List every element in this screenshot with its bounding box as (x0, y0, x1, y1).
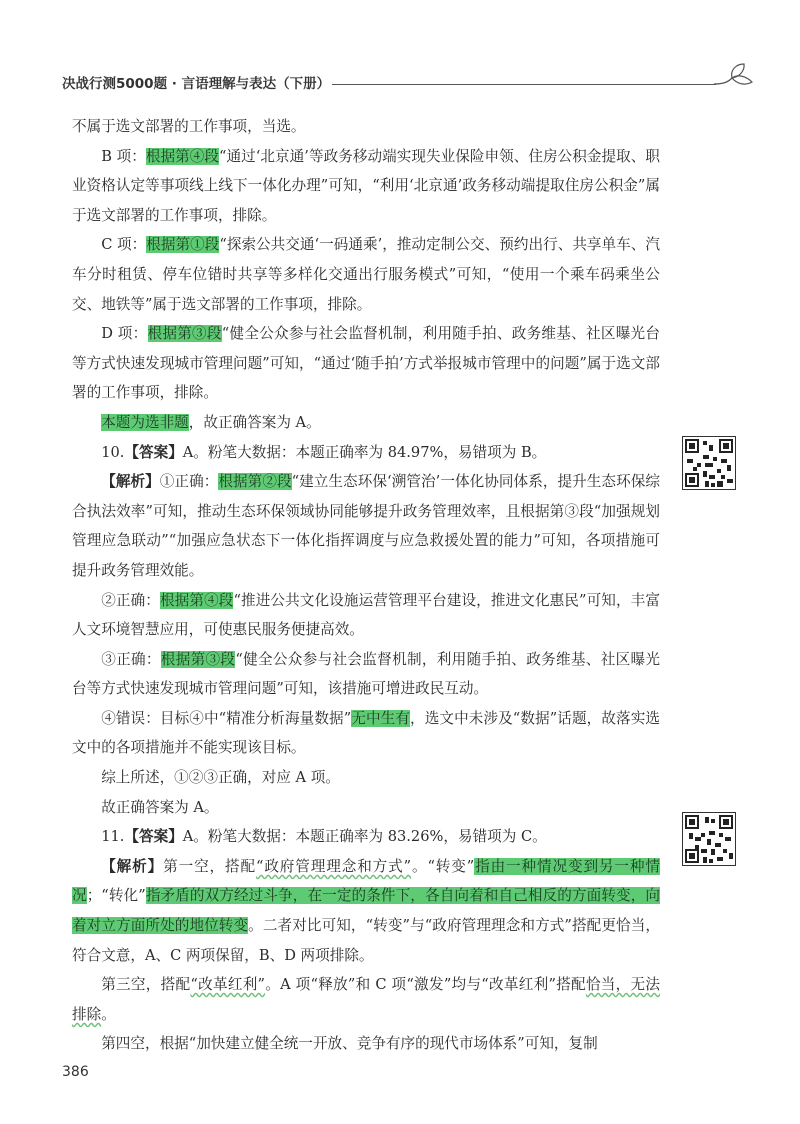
option-d-analysis (72, 319, 660, 408)
highlight: 指矛盾的双方经过斗争，在一定的条件下，各自向着和自己相反的方面转变，向着对立方面所处的地位转变 (72, 887, 660, 935)
question-number: 11. (101, 828, 125, 846)
paragraph-text: 。 (101, 1005, 116, 1023)
paragraph-text: “通过‘北京通’等政务移动端实现失业保险申领、住房公积金提取、职业资格认定等事项线上线下一体化办理”可知，“利用‘北京通’政务移动端提取住房公积金”属于选文部署的工作事项，排除。 (72, 147, 660, 224)
paragraph-text: ③正确： (101, 650, 161, 668)
paragraph-text: “探索公共交通‘一码通乘’，推动定制公交、预约出行、共享单车、汽车分时租赁、停车位错时共享等多样化交通出行服务模式”可知，“使用一个乘车码乘坐公交、地铁等”属于选文部署的工作事项，排除。 (72, 236, 660, 313)
analysis-10-item-4 (72, 704, 660, 763)
highlight: 根据第②段 (218, 473, 292, 491)
qr-code-icon (682, 812, 736, 866)
qr-code-icon (682, 436, 736, 490)
answer-explanations (72, 112, 660, 1059)
paragraph-text: “健全公众参与社会监督机制，利用随手拍、政务维基、社区曝光台等方式快速发现城市管理问题”可知，“通过‘随手拍’方式举报城市管理中的问题”属于选文部署的工作事项，排除。 (72, 325, 660, 402)
answer-11 (72, 822, 660, 852)
paragraph-text: ④错误：目标④中“精准分析海量数据” (101, 709, 352, 727)
analysis-10-item-3 (72, 645, 660, 704)
header-rule (332, 84, 716, 85)
highlight: 根据第①段 (146, 236, 220, 254)
analysis-11-blank-4: 第四空，根据“加快建立健全统一开放、竞争有序的现代市场体系”可知，复制 (101, 1035, 598, 1053)
analysis-tag: 【解析】 (101, 857, 164, 875)
paragraph-text: 第一空，搭配 (163, 857, 256, 875)
wavy-underline: 恰当，无法排除 (72, 976, 660, 1023)
summary: 综上所述，①②③正确，对应 A 项。 (101, 769, 340, 787)
option-b-analysis (72, 142, 660, 231)
highlight: 本题为选非题 (101, 413, 189, 431)
highlight: 无中生有 (351, 709, 411, 727)
book-title: 决战行测5000题 · 言语理解与表达（下册） (62, 76, 331, 92)
option-c-analysis (72, 230, 660, 319)
sprout-icon (712, 60, 756, 94)
paragraph-text: 。二者对比可知，“转变”与“政府管理理念和方式”搭配更恰当，符合文意，A、C 两项保留，B、D 两项排除。 (72, 917, 660, 964)
paragraph-text: A。粉笔大数据：本题正确率为 83.26%，易错项为 C。 (182, 828, 547, 846)
analysis-tag: 【解析】 (101, 473, 160, 491)
highlight: 根据第③段 (147, 325, 222, 343)
highlight: 指由一种情况变到另一种情况 (72, 857, 660, 905)
paragraph-text: 第三空，搭配 (101, 976, 191, 994)
highlight: 根据第④段 (159, 591, 234, 609)
analysis-11-blank-3 (72, 970, 660, 1029)
paragraph-text: ①正确： (159, 473, 219, 491)
analysis-10-item-1 (72, 467, 660, 585)
option-label: D 项： (101, 325, 148, 343)
wavy-underline: “政府管理理念和方式” (255, 857, 412, 875)
paragraph: 不属于选文部署的工作事项，当选。 (72, 118, 306, 135)
final-answer: 故正确答案为 A。 (101, 798, 219, 816)
answer-10 (72, 438, 660, 468)
option-label: B 项： (101, 147, 146, 165)
question-number: 10. (101, 443, 125, 461)
analysis-10-item-2 (72, 586, 660, 645)
answer-tag: 【答案】 (124, 443, 183, 461)
paragraph-text: 。“转变” (411, 857, 475, 875)
wavy-underline: “改革红利” (190, 976, 266, 994)
running-header (62, 60, 762, 94)
highlight: 根据第③段 (160, 650, 236, 668)
page-number: 386 (62, 1064, 89, 1080)
paragraph-text: ；“转化” (86, 887, 146, 905)
analysis-11-blank-1 (72, 852, 660, 970)
paragraph-text: “健全公众参与社会监督机制，利用随手拍、政务维基、社区曝光台等方式快速发现城市管理问题”可知，该措施可增进政民互动。 (72, 650, 660, 698)
paragraph-text: ，故正确答案为 A。 (188, 413, 321, 431)
conclusion (72, 408, 660, 438)
option-label: C 项： (101, 236, 147, 254)
paragraph-text: 。A 项“释放”和 C 项“激发”均与“改革红利”搭配 (265, 976, 586, 994)
answer-tag: 【答案】 (124, 828, 183, 846)
paragraph-text: ②正确： (101, 591, 160, 609)
paragraph-text: “推进公共文化设施运营管理平台建设，推进文化惠民”可知，丰富人文环境智慧应用，可使惠民服务便捷高效。 (72, 591, 660, 639)
paragraph-text: “建立生态环保‘溯管治’一体化协同体系，提升生态环保综合执法效率”可知，推动生态环保领域协同能够提升政务管理效率，且根据第③段“加强规划管理应急联动”“加强应急状态下一体化指挥调度与应急救援处置的能力”可知，各项措施可提升政务管理效能。 (72, 473, 660, 579)
paragraph-text: ，选文中未涉及“数据”话题，故落实选文中的各项措施并不能实现该目标。 (72, 709, 660, 757)
highlight: 根据第④段 (145, 147, 219, 165)
paragraph-text: A。粉笔大数据：本题正确率为 84.97%，易错项为 B。 (182, 443, 547, 461)
